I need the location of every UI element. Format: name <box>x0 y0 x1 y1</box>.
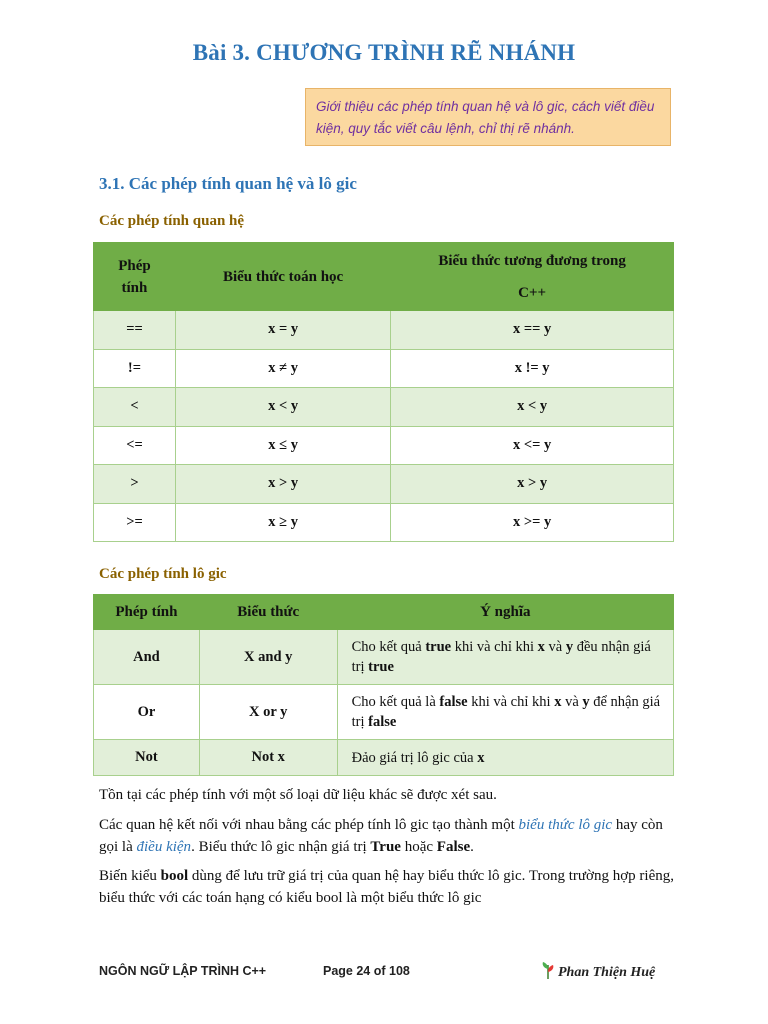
page-title: Bài 3. CHƯƠNG TRÌNH RẼ NHÁNH <box>192 40 576 65</box>
cell-expr: X or y <box>199 685 337 740</box>
cell-math: x ≠ y <box>175 349 390 388</box>
cell-expr: X and y <box>199 630 337 685</box>
relational-table <box>93 242 674 542</box>
table-row <box>94 630 674 685</box>
section-heading: 3.1. Các phép tính quan hệ và lô gic <box>99 174 357 193</box>
cell-op: > <box>94 465 176 504</box>
paragraph-2: Các quan hệ kết nối với nhau bằng các phép tính lô gic tạo thành một biểu thức lô gic hay còn gọi là điều kiện. Biểu thức lô gic nhận giá trị True hoặc False. <box>99 817 663 855</box>
header-op: Phép tính <box>94 243 176 311</box>
cell-op: != <box>94 349 176 388</box>
cell-op: < <box>94 388 176 427</box>
footer-author <box>540 960 655 985</box>
cell-meaning: Đảo giá trị lô gic của x <box>337 740 673 776</box>
header-math: Biểu thức toán học <box>175 243 390 311</box>
cell-op: >= <box>94 503 176 542</box>
table-row <box>94 311 674 350</box>
cell-math: x = y <box>175 311 390 350</box>
table-row <box>94 388 674 427</box>
logical-heading: Các phép tính lô gic <box>99 566 227 582</box>
cell-op: Or <box>94 685 200 740</box>
header-op: Phép tính <box>94 595 200 630</box>
cell-op: == <box>94 311 176 350</box>
intro-box: Giới thiệu các phép tính quan hệ và lô gic, cách viết điều kiện, quy tắc viết câu lệnh, chỉ thị rẽ nhánh. <box>305 88 671 146</box>
cell-math: x < y <box>175 388 390 427</box>
table-row <box>94 740 674 776</box>
header-meaning: Ý nghĩa <box>337 595 673 630</box>
table-row <box>94 426 674 465</box>
paragraph-3: Biến kiểu bool dùng để lưu trữ giá trị của quan hệ hay biểu thức lô gic. Trong trường hợp riêng, biểu thức với các toán hạng có kiểu bool là một biểu thức lô gic <box>99 868 674 906</box>
cell-op: <= <box>94 426 176 465</box>
header-expr: Biểu thức <box>199 595 337 630</box>
cell-op: Not <box>94 740 200 776</box>
leaf-logo-icon <box>540 960 556 985</box>
cell-cpp: x >= y <box>391 503 674 542</box>
footer-book-title: NGÔN NGỮ LẬP TRÌNH C++ <box>99 964 267 978</box>
cell-op: And <box>94 630 200 685</box>
link-condition[interactable]: điều kiện <box>136 839 192 855</box>
cell-cpp: x == y <box>391 311 674 350</box>
table-row <box>94 503 674 542</box>
link-logic-expression[interactable]: biểu thức lô gic <box>518 817 613 833</box>
table-row <box>94 685 674 740</box>
cell-meaning: Cho kết quả true khi và chỉ khi x và y đều nhận giá trị true <box>337 630 673 685</box>
cell-cpp: x < y <box>391 388 674 427</box>
cell-math: x ≥ y <box>175 503 390 542</box>
paragraph-1: Tồn tại các phép tính với một số loại dữ liệu khác sẽ được xét sau. <box>99 787 497 803</box>
cell-meaning: Cho kết quả là false khi và chỉ khi x và y để nhận giá trị false <box>337 685 673 740</box>
header-cpp: Biểu thức tương đương trong C++ <box>391 243 674 311</box>
cell-math: x > y <box>175 465 390 504</box>
table-row <box>94 465 674 504</box>
relational-heading: Các phép tính quan hệ <box>99 213 245 229</box>
footer-page-number: Page 24 of 108 <box>323 964 410 978</box>
logical-table <box>93 594 674 776</box>
cell-expr: Not x <box>199 740 337 776</box>
cell-cpp: x != y <box>391 349 674 388</box>
author-name: Phan Thiện Huệ <box>558 964 656 980</box>
cell-math: x ≤ y <box>175 426 390 465</box>
cell-cpp: x <= y <box>391 426 674 465</box>
cell-cpp: x > y <box>391 465 674 504</box>
table-row <box>94 349 674 388</box>
